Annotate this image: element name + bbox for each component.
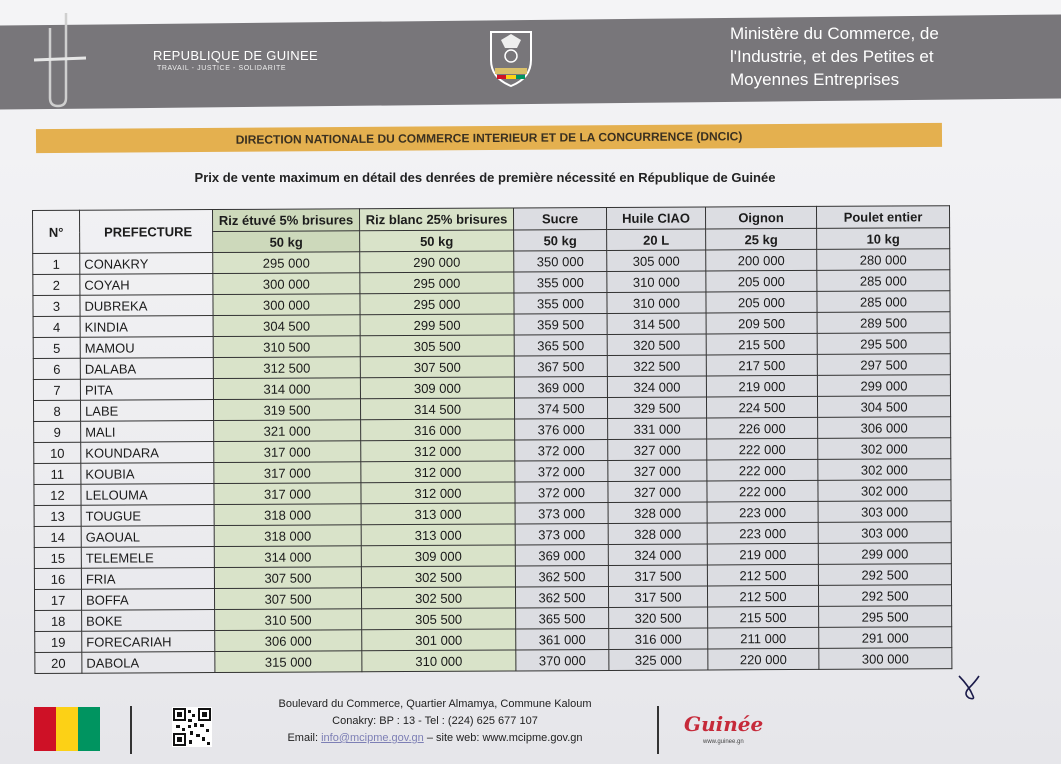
price-cell: 212 500 bbox=[707, 564, 818, 586]
ministry-line: Ministère du Commerce, de bbox=[730, 24, 939, 43]
direction-banner bbox=[36, 123, 942, 153]
price-cell: 302 000 bbox=[818, 480, 951, 502]
price-cell: 355 000 bbox=[514, 292, 607, 313]
price-cell: 372 000 bbox=[515, 481, 608, 502]
footer-web-line bbox=[235, 730, 635, 747]
price-cell: 320 500 bbox=[609, 607, 708, 629]
row-number: 19 bbox=[35, 631, 82, 652]
price-cell: 302 000 bbox=[818, 438, 951, 460]
price-cell: 306 000 bbox=[818, 417, 951, 439]
price-cell: 305 000 bbox=[607, 250, 706, 272]
price-cell: 376 000 bbox=[515, 418, 608, 439]
price-cell: 372 000 bbox=[515, 439, 608, 460]
qr-code-icon bbox=[172, 707, 212, 747]
price-cell: 295 500 bbox=[819, 606, 952, 628]
price-cell: 313 000 bbox=[361, 503, 515, 525]
price-cell: 217 500 bbox=[706, 354, 817, 376]
footer-address: Boulevard du Commerce, Quartier Almamya, Commune Kaloum bbox=[278, 698, 592, 710]
republic-name: REPUBLIQUE DE GUINEE bbox=[153, 48, 318, 63]
ministry-name bbox=[730, 22, 939, 91]
ministry-line: Moyennes Entreprises bbox=[730, 70, 900, 89]
row-number: 18 bbox=[35, 610, 82, 631]
price-cell: 359 500 bbox=[514, 313, 607, 334]
price-cell: 292 500 bbox=[818, 564, 951, 586]
row-number: 1 bbox=[33, 253, 80, 274]
price-cell: 226 000 bbox=[707, 417, 818, 439]
ministry-line: l'Industrie, et des Petites et bbox=[730, 47, 934, 66]
row-number: 4 bbox=[33, 316, 80, 337]
price-cell: 314 500 bbox=[360, 398, 514, 420]
price-cell: 325 000 bbox=[609, 649, 708, 671]
row-number: 17 bbox=[34, 589, 81, 610]
col-unit: 50 kg bbox=[213, 231, 360, 253]
price-cell: 290 000 bbox=[360, 251, 514, 273]
row-number: 10 bbox=[34, 442, 81, 463]
row-number: 2 bbox=[33, 274, 80, 295]
row-number: 8 bbox=[33, 400, 80, 421]
price-cell: 369 000 bbox=[514, 376, 607, 397]
prefecture-cell: DABOLA bbox=[82, 652, 215, 674]
website-link[interactable]: www.mcipme.gov.gn bbox=[482, 732, 583, 744]
price-cell: 307 500 bbox=[214, 588, 361, 610]
prefecture-cell: BOKE bbox=[82, 610, 215, 632]
row-number: 12 bbox=[34, 484, 81, 505]
row-number: 5 bbox=[33, 337, 80, 358]
direction-title: DIRECTION NATIONALE DU COMMERCE INTERIEUR ET DE LA CONCURRENCE (DNCIC) bbox=[235, 129, 743, 147]
price-cell: 297 500 bbox=[817, 354, 950, 376]
price-cell: 307 500 bbox=[214, 567, 361, 589]
table-row bbox=[35, 648, 952, 674]
price-cell: 223 000 bbox=[707, 522, 818, 544]
price-cell: 300 000 bbox=[213, 273, 360, 295]
price-cell: 291 000 bbox=[819, 627, 952, 649]
prefecture-cell: DUBREKA bbox=[80, 295, 213, 317]
price-cell: 317 500 bbox=[608, 565, 707, 587]
price-cell: 374 500 bbox=[514, 397, 607, 418]
price-cell: 317 500 bbox=[608, 586, 707, 608]
price-cell: 321 000 bbox=[214, 420, 361, 442]
footer-contact bbox=[235, 696, 635, 747]
price-cell: 305 500 bbox=[362, 608, 516, 630]
guinee-logo: Guinée bbox=[684, 712, 764, 736]
prefecture-cell: FORECARIAH bbox=[82, 631, 215, 653]
prefecture-cell: DALABA bbox=[80, 358, 213, 380]
price-cell: 215 500 bbox=[708, 606, 819, 628]
price-cell: 219 000 bbox=[706, 375, 817, 397]
handwritten-mark-icon bbox=[955, 672, 983, 702]
document-subtitle: Prix de vente maximum en détail des denrées de première nécessité en République de Guinée bbox=[194, 170, 776, 185]
prefecture-cell: TELEMELE bbox=[81, 547, 214, 569]
republic-block bbox=[153, 48, 318, 72]
col-header-product: Riz étuvé 5% brisures bbox=[213, 209, 360, 232]
price-cell: 318 000 bbox=[214, 525, 361, 547]
coat-of-arms-icon bbox=[483, 24, 539, 90]
price-cell: 373 000 bbox=[515, 523, 608, 544]
footer-divider bbox=[657, 706, 659, 754]
price-cell: 362 500 bbox=[515, 565, 608, 586]
price-cell: 292 500 bbox=[818, 585, 951, 607]
price-cell: 299 000 bbox=[817, 375, 950, 397]
price-cell: 212 500 bbox=[707, 585, 818, 607]
col-unit: 50 kg bbox=[360, 230, 514, 252]
col-unit: 10 kg bbox=[817, 228, 950, 250]
prefecture-cell: CONAKRY bbox=[80, 253, 213, 275]
price-cell: 304 500 bbox=[213, 315, 360, 337]
price-cell: 365 500 bbox=[516, 607, 609, 628]
price-cell: 314 000 bbox=[213, 378, 360, 400]
price-cell: 224 500 bbox=[706, 396, 817, 418]
col-header-product: Riz blanc 25% brisures bbox=[359, 208, 513, 231]
price-cell: 316 000 bbox=[609, 628, 708, 650]
col-header-product: Sucre bbox=[513, 207, 606, 229]
price-cell: 295 500 bbox=[817, 333, 950, 355]
price-cell: 329 500 bbox=[607, 397, 706, 419]
price-cell: 312 000 bbox=[361, 461, 515, 483]
price-cell: 327 000 bbox=[608, 481, 707, 503]
price-cell: 324 000 bbox=[607, 376, 706, 398]
price-cell: 302 000 bbox=[818, 459, 951, 481]
price-cell: 317 000 bbox=[214, 483, 361, 505]
price-cell: 315 000 bbox=[215, 651, 362, 673]
guinea-flag-icon bbox=[34, 707, 100, 751]
price-cell: 223 000 bbox=[707, 501, 818, 523]
price-cell: 303 000 bbox=[818, 522, 951, 544]
col-header-number: N° bbox=[33, 210, 80, 253]
prefecture-cell: BOFFA bbox=[81, 589, 214, 611]
price-cell: 317 000 bbox=[214, 462, 361, 484]
price-cell: 312 000 bbox=[361, 440, 515, 462]
site-separator: – site web: bbox=[426, 732, 480, 744]
price-cell: 328 000 bbox=[608, 502, 707, 524]
prefecture-cell: COYAH bbox=[80, 274, 213, 296]
paperclip-icon bbox=[28, 8, 88, 108]
price-cell: 303 000 bbox=[818, 501, 951, 523]
price-cell: 300 000 bbox=[213, 294, 360, 316]
prefecture-cell: GAOUAL bbox=[81, 526, 214, 548]
prefecture-cell: LABE bbox=[80, 400, 213, 422]
price-cell: 307 500 bbox=[360, 356, 514, 378]
price-cell: 362 500 bbox=[515, 586, 608, 607]
row-number: 14 bbox=[34, 526, 81, 547]
price-cell: 310 000 bbox=[362, 650, 516, 672]
price-cell: 295 000 bbox=[360, 293, 514, 315]
price-cell: 299 500 bbox=[360, 314, 514, 336]
row-number: 9 bbox=[34, 421, 81, 442]
prefecture-cell: MALI bbox=[81, 421, 214, 443]
price-cell: 328 000 bbox=[608, 523, 707, 545]
price-cell: 295 000 bbox=[360, 272, 514, 294]
price-cell: 350 000 bbox=[514, 250, 607, 271]
price-cell: 205 000 bbox=[706, 270, 817, 292]
price-cell: 331 000 bbox=[608, 418, 707, 440]
price-cell: 327 000 bbox=[608, 460, 707, 482]
price-cell: 215 500 bbox=[706, 333, 817, 355]
price-cell: 324 000 bbox=[608, 544, 707, 566]
col-unit: 50 kg bbox=[514, 229, 607, 250]
prefecture-cell: KOUBIA bbox=[81, 463, 214, 485]
price-cell: 310 000 bbox=[607, 292, 706, 314]
prefecture-cell: MAMOU bbox=[80, 337, 213, 359]
price-cell: 306 000 bbox=[215, 630, 362, 652]
prefecture-cell: PITA bbox=[80, 379, 213, 401]
price-cell: 365 500 bbox=[514, 334, 607, 355]
price-cell: 372 000 bbox=[515, 460, 608, 481]
price-cell: 369 000 bbox=[515, 544, 608, 565]
price-cell: 301 000 bbox=[362, 629, 516, 651]
table-body bbox=[33, 249, 952, 674]
price-cell: 200 000 bbox=[706, 249, 817, 271]
prefecture-cell: KOUNDARA bbox=[81, 442, 214, 464]
footer-divider bbox=[130, 706, 132, 754]
price-cell: 361 000 bbox=[516, 628, 609, 649]
price-cell: 209 500 bbox=[706, 312, 817, 334]
price-table bbox=[32, 205, 952, 674]
price-cell: 219 000 bbox=[707, 543, 818, 565]
row-number: 11 bbox=[34, 463, 81, 484]
price-cell: 222 000 bbox=[707, 480, 818, 502]
col-header-product: Poulet entier bbox=[816, 206, 949, 229]
price-cell: 295 000 bbox=[213, 252, 360, 274]
price-cell: 367 500 bbox=[514, 355, 607, 376]
price-cell: 355 000 bbox=[514, 271, 607, 292]
price-cell: 205 000 bbox=[706, 291, 817, 313]
row-number: 3 bbox=[33, 295, 80, 316]
price-cell: 309 000 bbox=[360, 377, 514, 399]
price-cell: 302 500 bbox=[361, 566, 515, 588]
row-number: 6 bbox=[33, 358, 80, 379]
row-number: 16 bbox=[34, 568, 81, 589]
price-cell: 280 000 bbox=[817, 249, 950, 271]
price-cell: 317 000 bbox=[214, 441, 361, 463]
price-cell: 370 000 bbox=[516, 649, 609, 670]
col-header-prefecture: PREFECTURE bbox=[80, 210, 213, 254]
price-cell: 220 000 bbox=[708, 648, 819, 670]
col-header-product: Huile CIAO bbox=[606, 207, 705, 230]
price-cell: 316 000 bbox=[361, 419, 515, 441]
price-cell: 314 000 bbox=[214, 546, 361, 568]
price-cell: 300 000 bbox=[819, 648, 952, 670]
price-cell: 305 500 bbox=[360, 335, 514, 357]
email-link[interactable]: info@mcipme.gov.gn bbox=[321, 732, 424, 744]
price-cell: 222 000 bbox=[707, 459, 818, 481]
price-cell: 304 500 bbox=[817, 396, 950, 418]
price-cell: 285 000 bbox=[817, 270, 950, 292]
guinee-logo-url: www.guinee.gn bbox=[703, 739, 744, 745]
prefecture-cell: TOUGUE bbox=[81, 505, 214, 527]
col-unit: 25 kg bbox=[706, 228, 817, 250]
national-motto: TRAVAIL - JUSTICE - SOLIDARITE bbox=[157, 65, 287, 72]
prefecture-cell: FRIA bbox=[81, 568, 214, 590]
price-cell: 319 500 bbox=[213, 399, 360, 421]
price-cell: 309 000 bbox=[361, 545, 515, 567]
prefecture-cell: LELOUMA bbox=[81, 484, 214, 506]
email-label: Email: bbox=[287, 732, 319, 744]
price-cell: 289 500 bbox=[817, 312, 950, 334]
price-cell: 312 500 bbox=[213, 357, 360, 379]
row-number: 13 bbox=[34, 505, 81, 526]
price-cell: 327 000 bbox=[608, 439, 707, 461]
price-cell: 302 500 bbox=[361, 587, 515, 609]
price-cell: 314 500 bbox=[607, 313, 706, 335]
price-cell: 373 000 bbox=[515, 502, 608, 523]
row-number: 20 bbox=[35, 652, 82, 673]
row-number: 15 bbox=[34, 547, 81, 568]
prefecture-cell: KINDIA bbox=[80, 316, 213, 338]
price-cell: 310 500 bbox=[215, 609, 362, 631]
price-cell: 312 000 bbox=[361, 482, 515, 504]
price-cell: 285 000 bbox=[817, 291, 950, 313]
price-cell: 318 000 bbox=[214, 504, 361, 526]
col-header-product: Oignon bbox=[705, 206, 816, 229]
col-unit: 20 L bbox=[607, 229, 706, 251]
price-cell: 313 000 bbox=[361, 524, 515, 546]
row-number: 7 bbox=[33, 379, 80, 400]
price-cell: 310 500 bbox=[213, 336, 360, 358]
price-cell: 310 000 bbox=[607, 271, 706, 293]
footer-phone: Conakry: BP : 13 - Tel : (224) 625 677 107 bbox=[332, 715, 538, 727]
price-cell: 322 500 bbox=[607, 355, 706, 377]
price-cell: 211 000 bbox=[708, 627, 819, 649]
price-cell: 320 500 bbox=[607, 334, 706, 356]
price-cell: 299 000 bbox=[818, 543, 951, 565]
price-cell: 222 000 bbox=[707, 438, 818, 460]
